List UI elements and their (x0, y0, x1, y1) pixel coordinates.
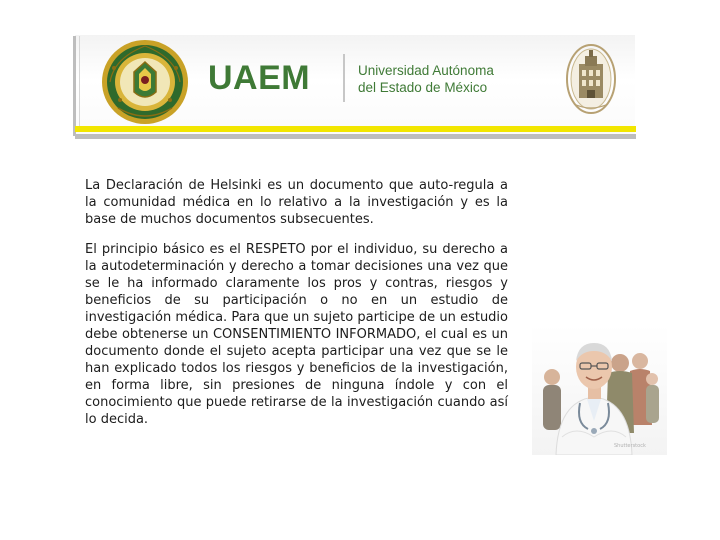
paragraph-respeto: El principio básico es el RESPETO por el individuo, su derecho a la autodeterminación y derecho a tomar decisiones una vez que se le ha informado claramente los pros y contras, riesgos y beneficios de su participación o no en un estudio de investigación médica. Para que un sujeto participe de un estudio debe obtenerse un CONSENTIMIENTO INFORMADO, el cual es un documento donde el sujeto acepta participar una vez que se le han explicado todos los riesgos y beneficios de la investigación, en forma libre, sin presiones de ninguna índole y con el conocimiento que puede retirarse de la investigación cuando así lo decida. (85, 242, 508, 427)
building-emblem-icon (566, 44, 616, 114)
university-acronym: UAEM (208, 59, 311, 97)
university-name-line2: del Estado de México (358, 80, 488, 95)
banner-yellow-stripe (75, 126, 636, 132)
banner-left-rule (73, 36, 76, 136)
paragraph-helsinki: La Declaración de Helsinki es un documento que auto-regula a la comunidad médica en lo relativo a la investigación y es la base de muchos documentos subsecuentes. (85, 178, 508, 227)
banner-gray-stripe (75, 134, 636, 139)
university-name-line1: Universidad Autónoma (358, 63, 494, 78)
banner-left-rule-inner (79, 36, 80, 132)
body-text (85, 177, 508, 428)
header-divider (343, 54, 345, 102)
university-crest-icon (100, 38, 190, 126)
doctor-with-patients-icon (532, 325, 667, 455)
photo-credit: Shutterstock (614, 443, 646, 449)
university-name (358, 62, 558, 96)
